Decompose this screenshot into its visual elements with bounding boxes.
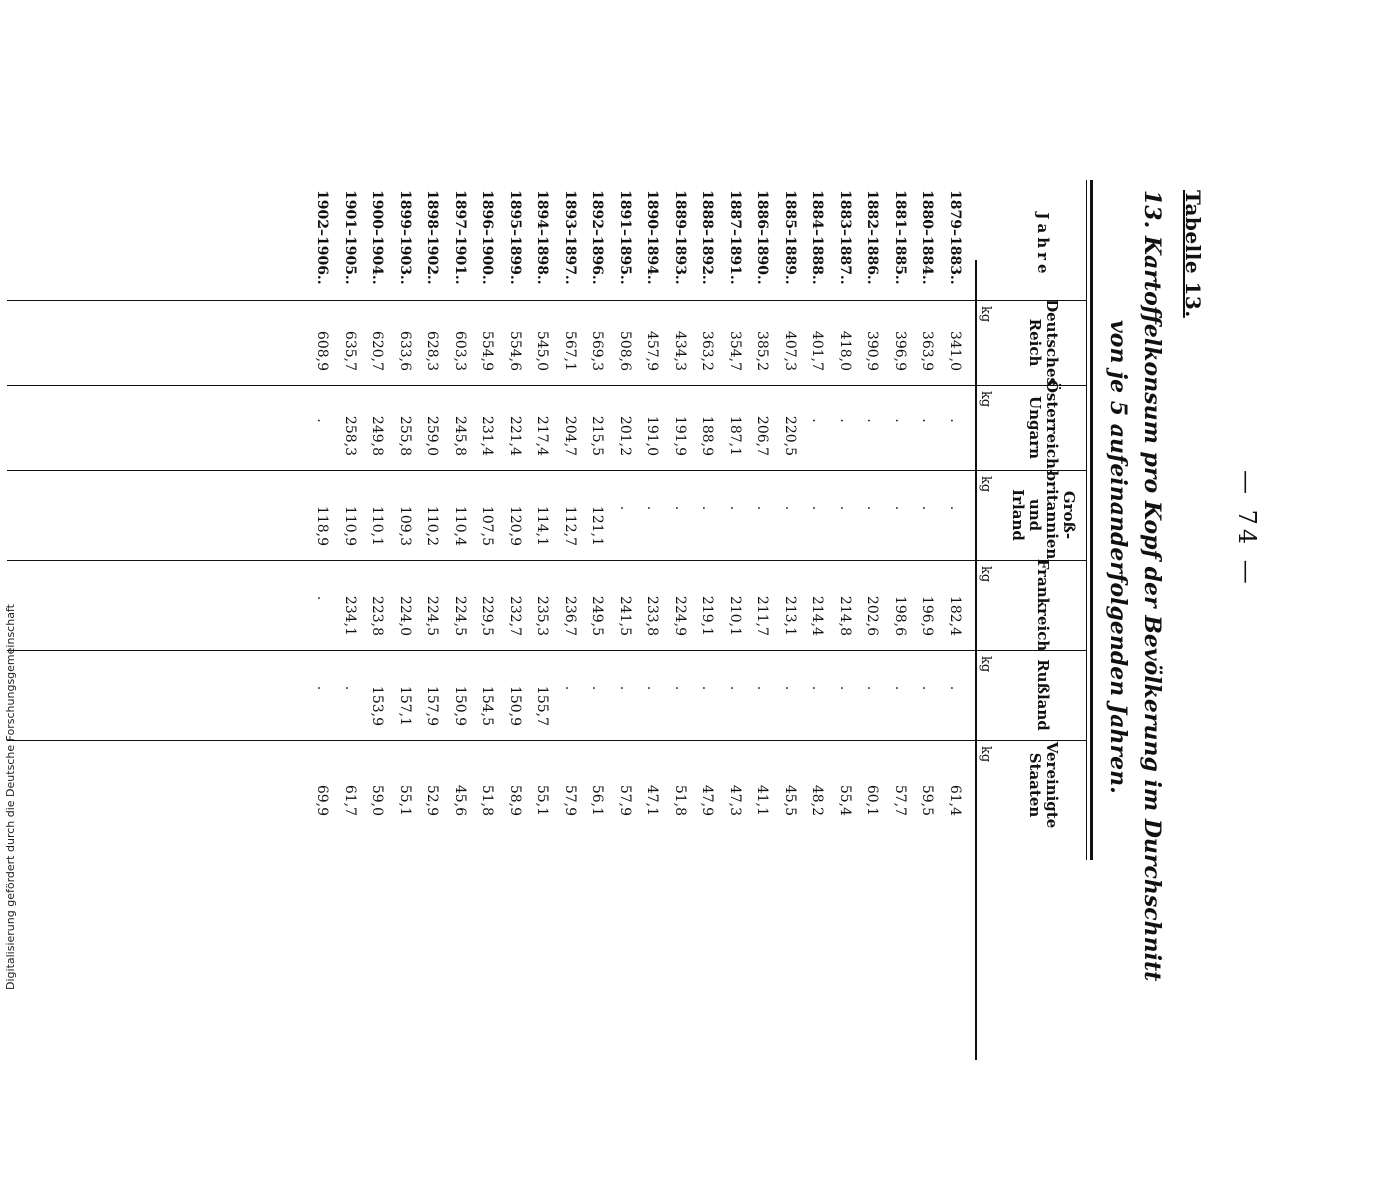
table-cell: 47,1 <box>644 784 661 816</box>
table-cell: 363,9 <box>919 330 936 371</box>
table-cell: . <box>782 685 798 691</box>
table-cell: . <box>864 418 881 423</box>
table-cell: . <box>672 505 688 511</box>
table-cell: 110,2 <box>424 505 441 546</box>
row-year-label: 1883–1887.. <box>837 190 853 285</box>
table-cell: . <box>699 685 716 691</box>
table-cell: 153,9 <box>369 685 386 726</box>
table-cell: . <box>314 418 331 423</box>
table-cell: 188,9 <box>699 415 716 456</box>
table-cell: 56,1 <box>589 784 606 816</box>
table-cell: 187,1 <box>727 415 743 456</box>
table-cell: 57,9 <box>562 784 578 816</box>
table-cell: . <box>314 685 331 691</box>
table-cell: 118,9 <box>314 505 331 546</box>
table-cell: 554,9 <box>479 330 496 371</box>
table-cell: 219,1 <box>699 595 716 636</box>
table-cell: . <box>809 685 826 691</box>
table-cell: 241,5 <box>617 595 633 636</box>
table-cell: . <box>809 505 826 511</box>
table-cell: . <box>892 505 908 511</box>
table-cell: 245,8 <box>452 415 468 456</box>
column-unit: kg <box>978 566 993 583</box>
column-header: Frankreich <box>1034 558 1053 652</box>
table-cell: 150,9 <box>507 685 523 726</box>
row-year-label: 1881–1885.. <box>892 190 908 285</box>
table-cell: 154,5 <box>479 685 496 726</box>
table-cell: 41,1 <box>754 784 771 816</box>
table-cell: 47,9 <box>699 784 716 816</box>
row-year-label: 1888–1892.. <box>699 190 716 285</box>
table-cell: 407,3 <box>782 330 798 371</box>
table-cell: 157,1 <box>397 685 413 726</box>
table-cell: . <box>644 685 661 691</box>
table-cell: 196,9 <box>919 595 936 636</box>
table-cell: 59,0 <box>369 784 386 816</box>
row-year-label: 1894–1898.. <box>534 190 551 285</box>
table-cell: 59,5 <box>919 784 936 816</box>
table-cell: 211,7 <box>754 595 771 636</box>
table-cell: 150,9 <box>452 685 468 726</box>
table-cell: . <box>699 505 716 511</box>
table-cell: . <box>864 685 881 691</box>
table-cell: 60,1 <box>864 784 881 816</box>
column-header: Österreich- Ungarn <box>1026 379 1061 476</box>
table-cell: . <box>617 685 633 691</box>
table-cell: 191,9 <box>672 415 688 456</box>
table-cell: 396,9 <box>892 330 908 371</box>
row-year-label: 1886–1890.. <box>754 190 771 285</box>
column-header: Groß- britannien und Irland <box>1009 470 1078 560</box>
table-cell: 204,7 <box>562 415 578 456</box>
table-cell: 217,4 <box>534 415 551 456</box>
table-cell: 58,9 <box>507 784 523 816</box>
table-cell: 210,1 <box>727 595 743 636</box>
table-cell: . <box>727 685 743 691</box>
table-cell: 620,7 <box>369 330 386 371</box>
column-header: Rußland <box>1034 659 1053 731</box>
table-cell: . <box>672 685 688 691</box>
table-cell: 155,7 <box>534 685 551 726</box>
table-cell: 635,7 <box>342 330 358 371</box>
table-cell: 628,3 <box>424 330 441 371</box>
table-cell: 110,9 <box>342 505 358 546</box>
table-cell: 61,4 <box>947 784 963 816</box>
row-year-label: 1898–1902.. <box>424 190 441 285</box>
table-cell: 363,2 <box>699 330 716 371</box>
table-cell: 341,0 <box>947 330 963 371</box>
table-cell: 157,9 <box>424 685 441 726</box>
row-year-label: 1887–1891.. <box>727 190 743 285</box>
table-cell: 45,6 <box>452 784 468 816</box>
column-header: Deutsches Reich <box>1026 299 1061 386</box>
table-cell: . <box>782 505 798 511</box>
column-unit: kg <box>978 656 993 673</box>
table-cell: . <box>919 418 936 423</box>
table-cell: 224,5 <box>424 595 441 636</box>
table-cell: . <box>947 685 963 691</box>
table-cell: . <box>589 685 606 691</box>
row-year-label: 1901–1905.. <box>342 190 358 285</box>
table-cell: 109,3 <box>397 505 413 546</box>
column-unit: kg <box>978 391 993 408</box>
table-cell: . <box>342 685 358 691</box>
table-cell: 114,1 <box>534 505 551 546</box>
table-cell: . <box>644 505 661 511</box>
page-number: — 74 — <box>1233 470 1261 588</box>
top-rule <box>1090 180 1093 860</box>
table-cell: . <box>837 505 853 511</box>
table-cell: 234,1 <box>342 595 358 636</box>
table-cell: 229,5 <box>479 595 496 636</box>
table-cell: 434,3 <box>672 330 688 371</box>
table-cell: 224,0 <box>397 595 413 636</box>
table-cell: 569,3 <box>589 330 606 371</box>
table-cell: 201,2 <box>617 415 633 456</box>
table-cell: 47,3 <box>727 784 743 816</box>
table-cell: 224,5 <box>452 595 468 636</box>
row-year-label: 1892–1896.. <box>589 190 606 285</box>
table-cell: 236,7 <box>562 595 578 636</box>
row-year-label: 1882–1886.. <box>864 190 881 285</box>
table-cell: 545,0 <box>534 330 551 371</box>
table-cell: 57,9 <box>617 784 633 816</box>
row-year-label: 1893–1897.. <box>562 190 578 285</box>
table-cell: 232,7 <box>507 595 523 636</box>
table-cell: . <box>947 505 963 511</box>
table-subtitle: von je 5 aufeinanderfolgenden Jahren. <box>1105 320 1131 794</box>
table-cell: 608,9 <box>314 330 331 371</box>
table-cell: 259,0 <box>424 415 441 456</box>
table-cell: 457,9 <box>644 330 661 371</box>
column-unit: kg <box>978 306 993 323</box>
table-cell: 198,6 <box>892 595 908 636</box>
table-cell: 215,5 <box>589 415 606 456</box>
table-cell: 69,9 <box>314 784 331 816</box>
table-cell: 221,4 <box>507 415 523 456</box>
table-cell: 231,4 <box>479 415 496 456</box>
table-cell: 120,9 <box>507 505 523 546</box>
top-rule-thin <box>1086 180 1087 860</box>
column-header: Vereinigte Staaten <box>1026 741 1061 829</box>
table-cell: 182,4 <box>947 595 963 636</box>
column-header: Jahre <box>1034 212 1053 278</box>
table-cell: 249,5 <box>589 595 606 636</box>
row-year-label: 1879–1883.. <box>947 190 963 285</box>
table-cell: 401,7 <box>809 330 826 371</box>
table-cell: . <box>837 685 853 691</box>
table-cell: 224,9 <box>672 595 688 636</box>
table-cell: . <box>617 505 633 511</box>
row-year-label: 1890–1894.. <box>644 190 661 285</box>
table-cell: . <box>809 418 826 423</box>
table-cell: 51,8 <box>672 784 688 816</box>
table-cell: 55,1 <box>534 784 551 816</box>
table-cell: . <box>837 418 853 423</box>
table-cell: 45,5 <box>782 784 798 816</box>
table-cell: 110,4 <box>452 505 468 546</box>
row-year-label: 1900–1904.. <box>369 190 386 285</box>
table-cell: 258,3 <box>342 415 358 456</box>
table-cell: 121,1 <box>589 505 606 546</box>
table-cell: 202,6 <box>864 595 881 636</box>
table-cell: 57,7 <box>892 784 908 816</box>
table-cell: 61,7 <box>342 784 358 816</box>
table-cell: . <box>919 685 936 691</box>
table-cell: 390,9 <box>864 330 881 371</box>
column-unit: kg <box>978 476 993 493</box>
row-year-label: 1896–1900.. <box>479 190 496 285</box>
table-cell: 508,6 <box>617 330 633 371</box>
table-cell: 554,6 <box>507 330 523 371</box>
table-cell: 51,8 <box>479 784 496 816</box>
table-cell: . <box>892 685 908 691</box>
table-title: 13. Kartoffelkonsum pro Kopf der Bevölkerung im Durchschnitt <box>1139 190 1165 982</box>
table-cell: 55,1 <box>397 784 413 816</box>
table-cell: 385,2 <box>754 330 771 371</box>
table-cell: . <box>864 505 881 511</box>
table-cell: 255,8 <box>397 415 413 456</box>
table-cell: 110,1 <box>369 505 386 546</box>
table-cell: 233,8 <box>644 595 661 636</box>
table-cell: . <box>314 595 331 601</box>
table-cell: 191,0 <box>644 415 661 456</box>
row-year-label: 1891–1895.. <box>617 190 633 285</box>
row-year-label: 1895–1899.. <box>507 190 523 285</box>
table-cell: 214,8 <box>837 595 853 636</box>
row-year-label: 1885–1889.. <box>782 190 798 285</box>
row-year-label: 1880–1884.. <box>919 190 936 285</box>
table-cell: 107,5 <box>479 505 496 546</box>
row-year-label: 1902–1906.. <box>314 190 331 285</box>
table-cell: 418,0 <box>837 330 853 371</box>
row-year-label: 1889–1893.. <box>672 190 688 285</box>
table-cell: . <box>892 418 908 423</box>
row-year-label: 1884–1888.. <box>809 190 826 285</box>
table-cell: 213,1 <box>782 595 798 636</box>
table-cell: 223,8 <box>369 595 386 636</box>
header-rule <box>975 260 977 1060</box>
table-cell: 603,3 <box>452 330 468 371</box>
table-cell: 354,7 <box>727 330 743 371</box>
table-cell: . <box>727 505 743 511</box>
table-cell: 235,3 <box>534 595 551 636</box>
table-cell: 206,7 <box>754 415 771 456</box>
row-year-label: 1897–1901.. <box>452 190 468 285</box>
column-unit: kg <box>978 746 993 763</box>
table-cell: 112,7 <box>562 505 578 546</box>
table-cell: . <box>919 505 936 511</box>
table-label: Tabelle 13. <box>1181 190 1205 318</box>
table-cell: 220,5 <box>782 415 798 456</box>
table-cell: . <box>562 685 578 691</box>
table-cell: 567,1 <box>562 330 578 371</box>
table-cell: 249,8 <box>369 415 386 456</box>
table-cell: 633,6 <box>397 330 413 371</box>
row-year-label: 1899–1903.. <box>397 190 413 285</box>
table-cell: 55,4 <box>837 784 853 816</box>
table-cell: . <box>754 505 771 511</box>
table-cell: 214,4 <box>809 595 826 636</box>
table-cell: . <box>754 685 771 691</box>
table-cell: 52,9 <box>424 784 441 816</box>
table-cell: 48,2 <box>809 784 826 816</box>
table-cell: . <box>947 418 963 423</box>
footer-credit: Digitalisierung gefördert durch die Deutsche Forschungsgemeinschaft <box>4 604 17 990</box>
